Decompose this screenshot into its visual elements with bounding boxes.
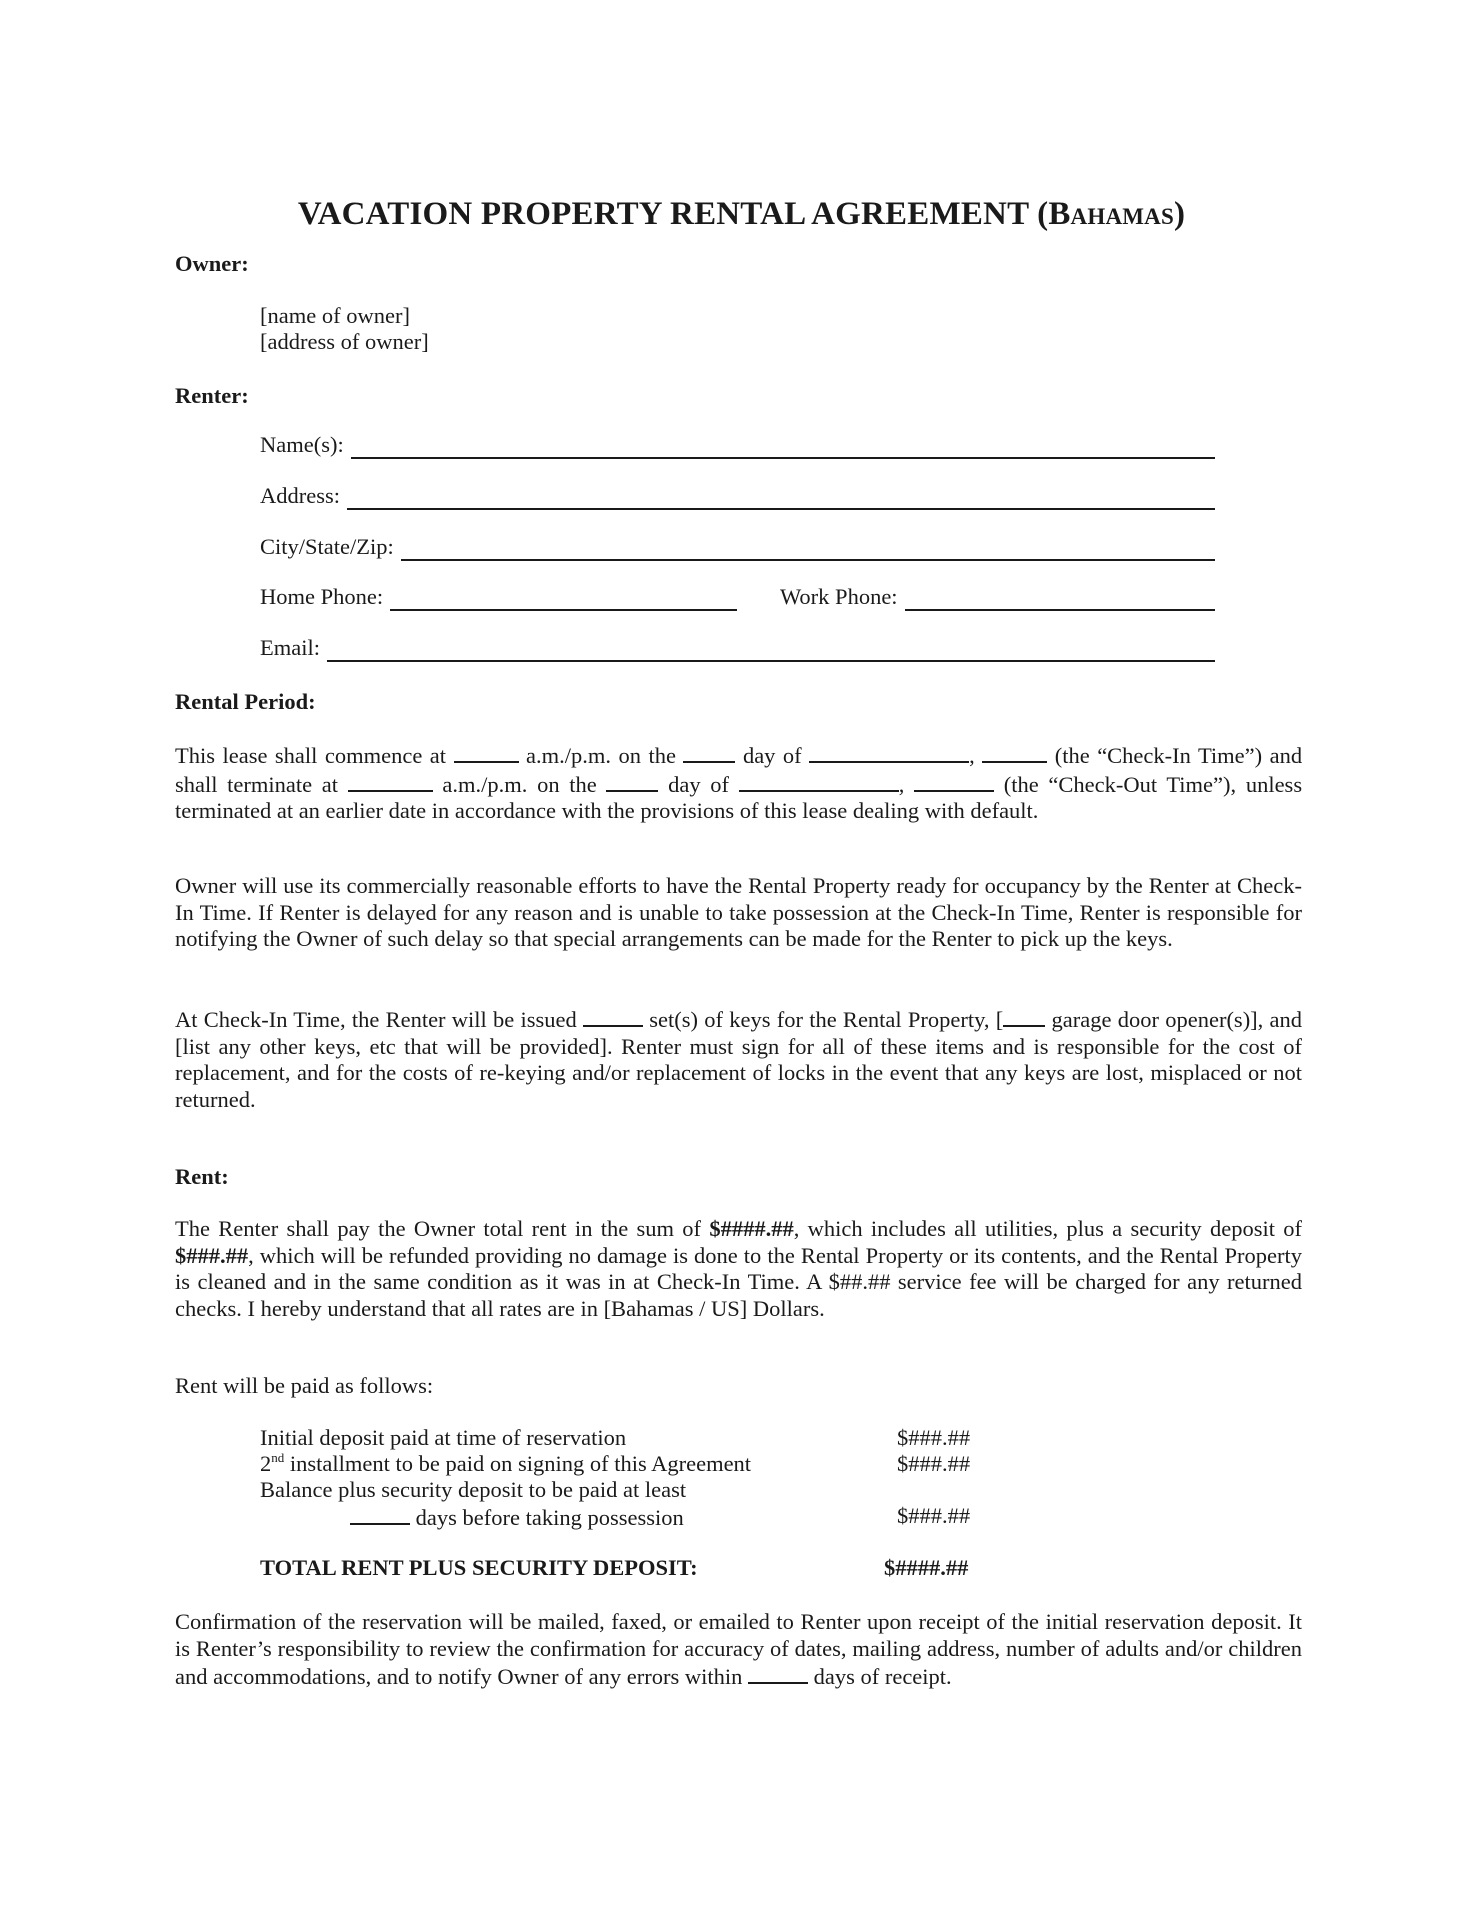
total-label: TOTAL RENT PLUS SECURITY DEPOSIT: xyxy=(260,1555,698,1580)
schedule-row-2-label: 2nd installment to be paid on signing of this Agreement xyxy=(260,1449,752,1476)
rental-period-heading: Rental Period: xyxy=(175,689,316,714)
renter-work-phone-row xyxy=(780,584,1215,611)
rent-heading: Rent: xyxy=(175,1164,229,1189)
renter-heading: Renter: xyxy=(175,383,249,408)
garage-openers-blank[interactable] xyxy=(1003,1005,1045,1027)
title-main: VACATION PROPERTY RENTAL AGREEMENT xyxy=(297,196,1029,232)
schedule-row-2-amount: $###.## xyxy=(897,1451,971,1476)
renter-work-phone-label: Work Phone: xyxy=(780,584,898,609)
check-in-month-blank[interactable] xyxy=(809,741,969,763)
document-title xyxy=(0,194,1483,234)
check-in-time-blank[interactable] xyxy=(454,741,519,763)
renter-email-row xyxy=(260,635,1215,662)
check-out-time-blank[interactable] xyxy=(348,770,433,792)
rent-paragraph-1: The Renter shall pay the Owner total rent in the sum of $####.##, which includes all utilities, plus a security deposit of $###.##, which will be refunded providing no damage is done to the Rental Property or its contents, and the Rental Property is cleaned and in the same condition as it was in at Check-In Time. A $##.## service fee will be charged for any returned checks. I hereby understand that all rates are in [Bahamas / US] Dollars. xyxy=(175,1216,1302,1321)
renter-city-label: City/State/Zip: xyxy=(260,534,394,559)
renter-names-row xyxy=(260,432,1215,459)
check-in-day-blank[interactable] xyxy=(683,741,735,763)
days-before-possession-blank[interactable] xyxy=(350,1503,410,1525)
renter-names-blank[interactable] xyxy=(351,437,1215,459)
rental-period-paragraph-1: This lease shall commence at a.m./p.m. on the day of , (the “Check-In Time”) and shall terminate at a.m./p.m. on the day of , (the “Check-Out Time”), unless terminated at an earlier date in accordance with the provisions of this lease dealing with default. xyxy=(175,743,1303,823)
key-sets-blank[interactable] xyxy=(583,1005,643,1027)
renter-names-label: Name(s): xyxy=(260,432,344,457)
renter-address-blank[interactable] xyxy=(347,488,1215,510)
renter-home-phone-blank[interactable] xyxy=(390,589,737,611)
title-jurisdiction: (Bahamas) xyxy=(1037,196,1186,232)
owner-name-placeholder: [name of owner] xyxy=(260,303,410,328)
schedule-row-3-label-2: days before taking possession xyxy=(350,1503,684,1532)
renter-address-label: Address: xyxy=(260,483,340,508)
check-in-year-blank[interactable] xyxy=(982,741,1047,763)
rental-period-paragraph-3: At Check-In Time, the Renter will be issued set(s) of keys for the Rental Property, [ garage door opener(s)], and [list any other keys, etc that will be provided]. Renter must sign for all of these items and is responsible for the cost of replacement, and for the costs of re-keying and/or replacement of locks in the event that any keys are lost, misplaced or not returned. xyxy=(175,1007,1303,1112)
schedule-row-3-amount: $###.## xyxy=(897,1503,971,1528)
schedule-row-1-amount: $###.## xyxy=(897,1425,971,1450)
renter-home-phone-row xyxy=(260,584,737,611)
owner-address-placeholder: [address of owner] xyxy=(260,329,429,354)
total-rent-amount: $####.## xyxy=(709,1216,794,1241)
confirmation-paragraph: Confirmation of the reservation will be mailed, faxed, or emailed to Renter upon receipt of the initial reservation deposit. It is Renter’s responsibility to review the confirmation for accuracy of dates, mailing address, number of adults and/or children and accommodations, and to notify Owner of any errors within days of receipt. xyxy=(175,1609,1302,1689)
security-deposit-amount: $###.## xyxy=(175,1242,249,1268)
error-notice-days-blank[interactable] xyxy=(748,1662,808,1684)
schedule-row-1-label: Initial deposit paid at time of reservation xyxy=(260,1425,627,1450)
renter-email-blank[interactable] xyxy=(327,640,1215,662)
rental-period-paragraph-2: Owner will use its commercially reasonable efforts to have the Rental Property ready for occupancy by the Renter at Check-In Time. If Renter is delayed for any reason and is unable to take possession at the Check-In Time, Renter is responsible for notifying the Owner of such delay so that special arrangements can be made for the Renter to pick up the keys. xyxy=(175,873,1302,951)
check-out-month-blank[interactable] xyxy=(739,770,899,792)
rent-schedule-intro: Rent will be paid as follows: xyxy=(175,1373,434,1398)
renter-address-row xyxy=(260,483,1215,510)
total-amount: $####.## xyxy=(884,1555,969,1580)
renter-email-label: Email: xyxy=(260,635,320,660)
owner-heading: Owner: xyxy=(175,251,249,276)
renter-home-phone-label: Home Phone: xyxy=(260,584,384,609)
check-out-day-blank[interactable] xyxy=(606,770,658,792)
renter-city-blank[interactable] xyxy=(401,539,1215,561)
renter-city-row xyxy=(260,534,1215,561)
schedule-row-3-label: Balance plus security deposit to be paid at least xyxy=(260,1477,687,1502)
renter-work-phone-blank[interactable] xyxy=(905,589,1215,611)
check-out-year-blank[interactable] xyxy=(914,770,994,792)
